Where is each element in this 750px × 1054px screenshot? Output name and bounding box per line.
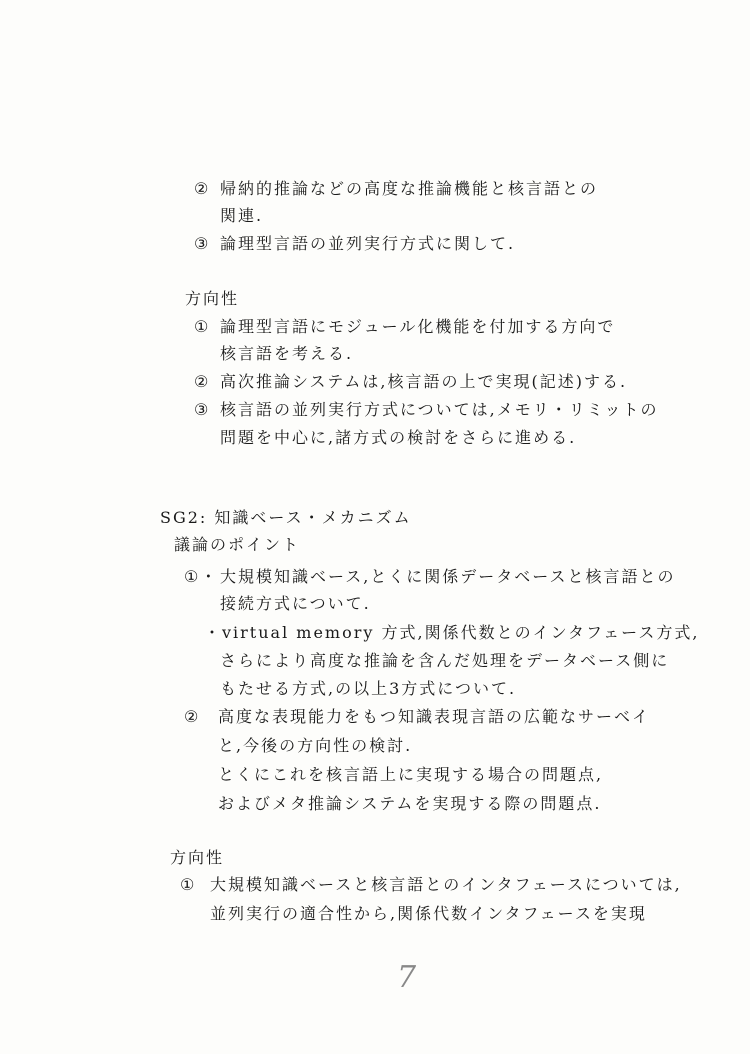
text-line (194, 233, 515, 255)
text-line (220, 205, 263, 227)
line-text: 核言語の並列実行方式については,メモリ・リミットの (220, 400, 659, 419)
line-text: 並列実行の適合性から,関係代数インタフェースを実現 (210, 904, 647, 923)
line-text: 接続方式について. (220, 594, 371, 613)
item-number: ③ (194, 234, 211, 253)
line-text: 方向性 (170, 848, 225, 867)
line-text: 帰納的推論などの高度な推論機能と核言語との (220, 179, 599, 198)
line-text: SG2: 知識ベース・メカニズム (160, 508, 412, 527)
line-text: さらにより高度な推論を含んだ処理をデータベース側に (220, 651, 670, 670)
line-text: と,今後の方向性の検討. (218, 736, 413, 755)
line-text: 大規模知識ベース,とくに関係データベースと核言語との (220, 567, 676, 586)
text-line (218, 735, 412, 757)
line-text: およびメタ推論システムを実現する際の問題点. (218, 794, 602, 813)
text-line (220, 678, 516, 700)
section-heading (170, 847, 224, 869)
line-text: 大規模知識ベースと核言語とのインタフェースについては, (210, 875, 682, 894)
page-number: 7 (397, 960, 417, 995)
text-line (210, 903, 647, 925)
text-line (220, 343, 353, 365)
text-line (194, 399, 658, 421)
text-line (184, 566, 676, 588)
item-number: ② (194, 372, 211, 391)
text-line (220, 650, 669, 672)
line-text: 議論のポイント (174, 535, 301, 554)
text-line (194, 316, 615, 338)
section-heading (174, 534, 300, 556)
text-line (220, 593, 371, 615)
item-number: ② (194, 179, 211, 198)
item-number: ② (184, 707, 201, 726)
text-line (194, 178, 598, 200)
text-line (220, 427, 576, 449)
section-title (160, 507, 412, 529)
item-number: ① (180, 875, 197, 894)
line-text: 核言語を考える. (220, 344, 354, 363)
line-text: 方向性 (185, 289, 240, 308)
text-line (184, 706, 650, 728)
text-line (194, 371, 627, 393)
text-line (218, 764, 603, 786)
line-text: とくにこれを核言語上に実現する場合の問題点, (218, 765, 604, 784)
line-text: 論理型言語にモジュール化機能を付加する方向で (220, 317, 616, 336)
text-line (218, 793, 602, 815)
item-number: ①・ (184, 567, 219, 586)
text-line (204, 622, 699, 644)
section-heading (185, 288, 239, 310)
line-text: もたせる方式,の以上3方式について. (220, 679, 517, 698)
line-text: 関連. (220, 206, 264, 225)
text-line (180, 874, 682, 896)
item-number: ① (194, 317, 211, 336)
line-text: 高次推論システムは,核言語の上で実現(記述)する. (220, 372, 628, 391)
line-text: virtual memory 方式,関係代数とのインタフェース方式, (222, 623, 700, 642)
line-text: 問題を中心に,諸方式の検討をさらに進める. (220, 428, 577, 447)
bullet: ・ (204, 623, 223, 642)
line-text: 高度な表現能力をもつ知識表現言語の広範なサーベイ (218, 707, 651, 726)
item-number: ③ (194, 400, 211, 419)
line-text: 論理型言語の並列実行方式に関して. (220, 234, 516, 253)
